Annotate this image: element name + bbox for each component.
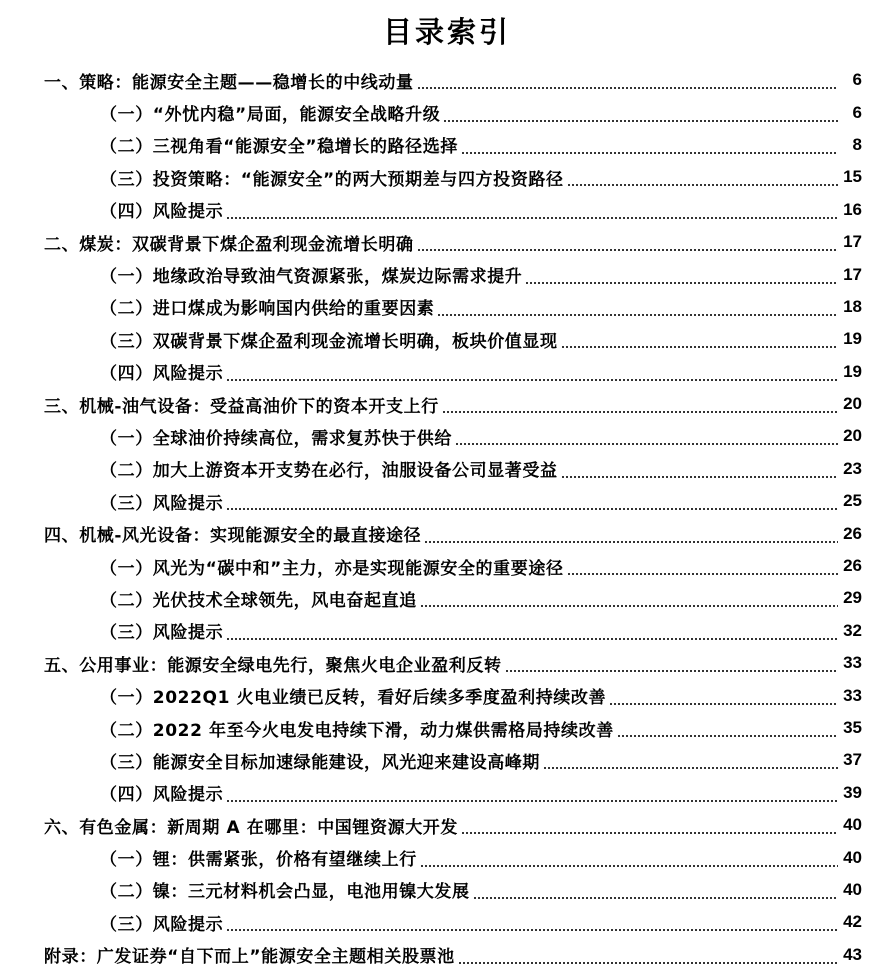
toc-entry-label: （四）风险提示 [100,364,224,385]
toc-entry-label: 六、有色金属：新周期 A 在哪里：中国锂资源大开发 [44,817,458,838]
dot-leader [420,865,838,867]
toc-section-entry[interactable] [0,874,894,906]
dot-leader [417,249,838,251]
toc-section-entry[interactable] [0,615,894,647]
toc-chapter-entry[interactable] [0,226,894,258]
toc-page-number: 42 [843,912,862,932]
toc-page-number: 26 [843,556,862,576]
toc-page-number: 17 [843,264,862,284]
toc-page-number: 40 [843,815,862,835]
toc-section-entry[interactable] [0,323,894,355]
toc-entry-label: 四、机械-风光设备：实现能源安全的最直接途径 [44,526,422,547]
toc-page-number: 32 [843,620,862,640]
toc-section-entry[interactable] [0,582,894,614]
toc-chapter-entry[interactable] [0,517,894,549]
toc-entry-label: （一）“外忧内稳”局面，能源安全战略升级 [100,105,441,126]
dot-leader [420,605,838,607]
toc-section-entry[interactable] [0,485,894,517]
toc-entry-label: （一）全球油价持续高位，需求复苏快于供给 [100,428,452,449]
toc-entry-label: （四）风险提示 [100,202,224,223]
dot-leader [417,87,838,89]
toc-page-number: 25 [843,491,862,511]
toc-entry-label: （三）风险提示 [100,914,224,935]
toc-section-entry[interactable] [0,550,894,582]
toc-page-number: 8 [852,134,862,154]
dot-leader [226,638,838,640]
page-title: 目录索引 [382,15,511,49]
toc-section-entry[interactable] [0,194,894,226]
toc-entry-label: （三）双碳背景下煤企盈利现金流增长明确，板块价值显现 [100,331,558,352]
toc-entry-label: 二、煤炭：双碳背景下煤企盈利现金流增长明确 [44,234,414,255]
dot-leader [609,703,838,705]
dot-leader [424,541,838,543]
toc-page-number: 19 [843,361,862,381]
toc-page-number: 29 [843,588,862,608]
table-of-contents [0,64,894,971]
toc-page-number: 15 [843,167,862,187]
dot-leader [461,832,838,834]
toc-entry-label: （二）光伏技术全球领先，风电奋起直追 [100,590,417,611]
toc-entry-label: 五、公用事业：能源安全绿电先行，聚焦火电企业盈利反转 [44,655,502,676]
toc-section-entry[interactable] [0,777,894,809]
toc-section-entry[interactable] [0,744,894,776]
toc-section-entry[interactable] [0,291,894,323]
toc-page-number: 19 [843,329,862,349]
dot-leader [617,735,838,737]
toc-section-entry[interactable] [0,453,894,485]
dot-leader [443,120,838,122]
toc-entry-label: （二）进口煤成为影响国内供给的重要因素 [100,299,435,320]
toc-entry-label: （二）镍：三元材料机会凸显，电池用镍大发展 [100,882,470,903]
toc-section-entry[interactable] [0,712,894,744]
toc-page-number: 43 [843,944,862,964]
toc-chapter-entry[interactable] [0,809,894,841]
toc-entry-label: 附录：广发证券“自下而上”能源安全主题相关股票池 [44,947,455,968]
dot-leader [561,346,838,348]
toc-page-number: 39 [843,782,862,802]
toc-entry-label: （三）能源安全目标加速绿能建设，风光迎来建设高峰期 [100,752,540,773]
toc-page-number: 6 [852,102,862,122]
toc-section-entry[interactable] [0,129,894,161]
toc-entry-label: （一）地缘政治导致油气资源紧张，煤炭边际需求提升 [100,267,523,288]
toc-appendix-entry[interactable] [0,939,894,971]
dot-leader [461,152,838,154]
toc-page-number: 40 [843,879,862,899]
toc-entry-label: 三、机械-油气设备：受益高油价下的资本开支上行 [44,396,439,417]
toc-entry-label: （二）加大上游资本开支势在必行，油服设备公司显著受益 [100,461,558,482]
dot-leader [525,282,838,284]
toc-section-entry[interactable] [0,356,894,388]
dot-leader [561,476,838,478]
dot-leader [226,217,838,219]
dot-leader [543,767,838,769]
toc-section-entry[interactable] [0,679,894,711]
toc-entry-label: 一、策略：能源安全主题——稳增长的中线动量 [44,72,414,93]
toc-page-number: 17 [843,232,862,252]
toc-entry-label: （三）投资策略：“能源安全”的两大预期差与四方投资路径 [100,169,564,190]
toc-section-entry[interactable] [0,841,894,873]
dot-leader [442,411,838,413]
toc-section-entry[interactable] [0,420,894,452]
dot-leader [567,184,838,186]
toc-section-entry[interactable] [0,258,894,290]
toc-page-number: 23 [843,458,862,478]
dot-leader [226,508,838,510]
toc-entry-label: （三）风险提示 [100,493,224,514]
dot-leader [226,929,838,931]
dot-leader [567,573,838,575]
toc-page-number: 37 [843,750,862,770]
toc-chapter-entry[interactable] [0,388,894,420]
dot-leader [226,800,838,802]
toc-page-number: 6 [852,70,862,90]
toc-page-number: 40 [843,847,862,867]
toc-page-number: 18 [843,296,862,316]
dot-leader [226,379,838,381]
toc-page-number: 20 [843,426,862,446]
toc-section-entry[interactable] [0,906,894,938]
toc-page-number: 33 [843,685,862,705]
toc-entry-label: （二）三视角看“能源安全”稳增长的路径选择 [100,137,458,158]
toc-section-entry[interactable] [0,96,894,128]
toc-section-entry[interactable] [0,161,894,193]
toc-entry-label: （一）锂：供需紧张，价格有望继续上行 [100,850,417,871]
toc-entry-label: （二）2022 年至今火电发电持续下滑，动力煤供需格局持续改善 [100,720,614,741]
dot-leader [455,443,838,445]
toc-chapter-entry[interactable] [0,647,894,679]
dot-leader [437,314,838,316]
toc-page-number: 16 [843,199,862,219]
toc-entry-label: （一）2022Q1 火电业绩已反转，看好后续多季度盈利持续改善 [100,688,607,709]
toc-entry-label: （四）风险提示 [100,785,224,806]
toc-page-number: 26 [843,523,862,543]
dot-leader [458,962,838,964]
toc-chapter-entry[interactable] [0,64,894,96]
dot-leader [505,670,838,672]
toc-page-number: 33 [843,653,862,673]
toc-page-number: 20 [843,394,862,414]
dot-leader [473,897,838,899]
toc-entry-label: （一）风光为“碳中和”主力，亦是实现能源安全的重要途径 [100,558,564,579]
toc-page-number: 35 [843,718,862,737]
toc-entry-label: （三）风险提示 [100,623,224,644]
